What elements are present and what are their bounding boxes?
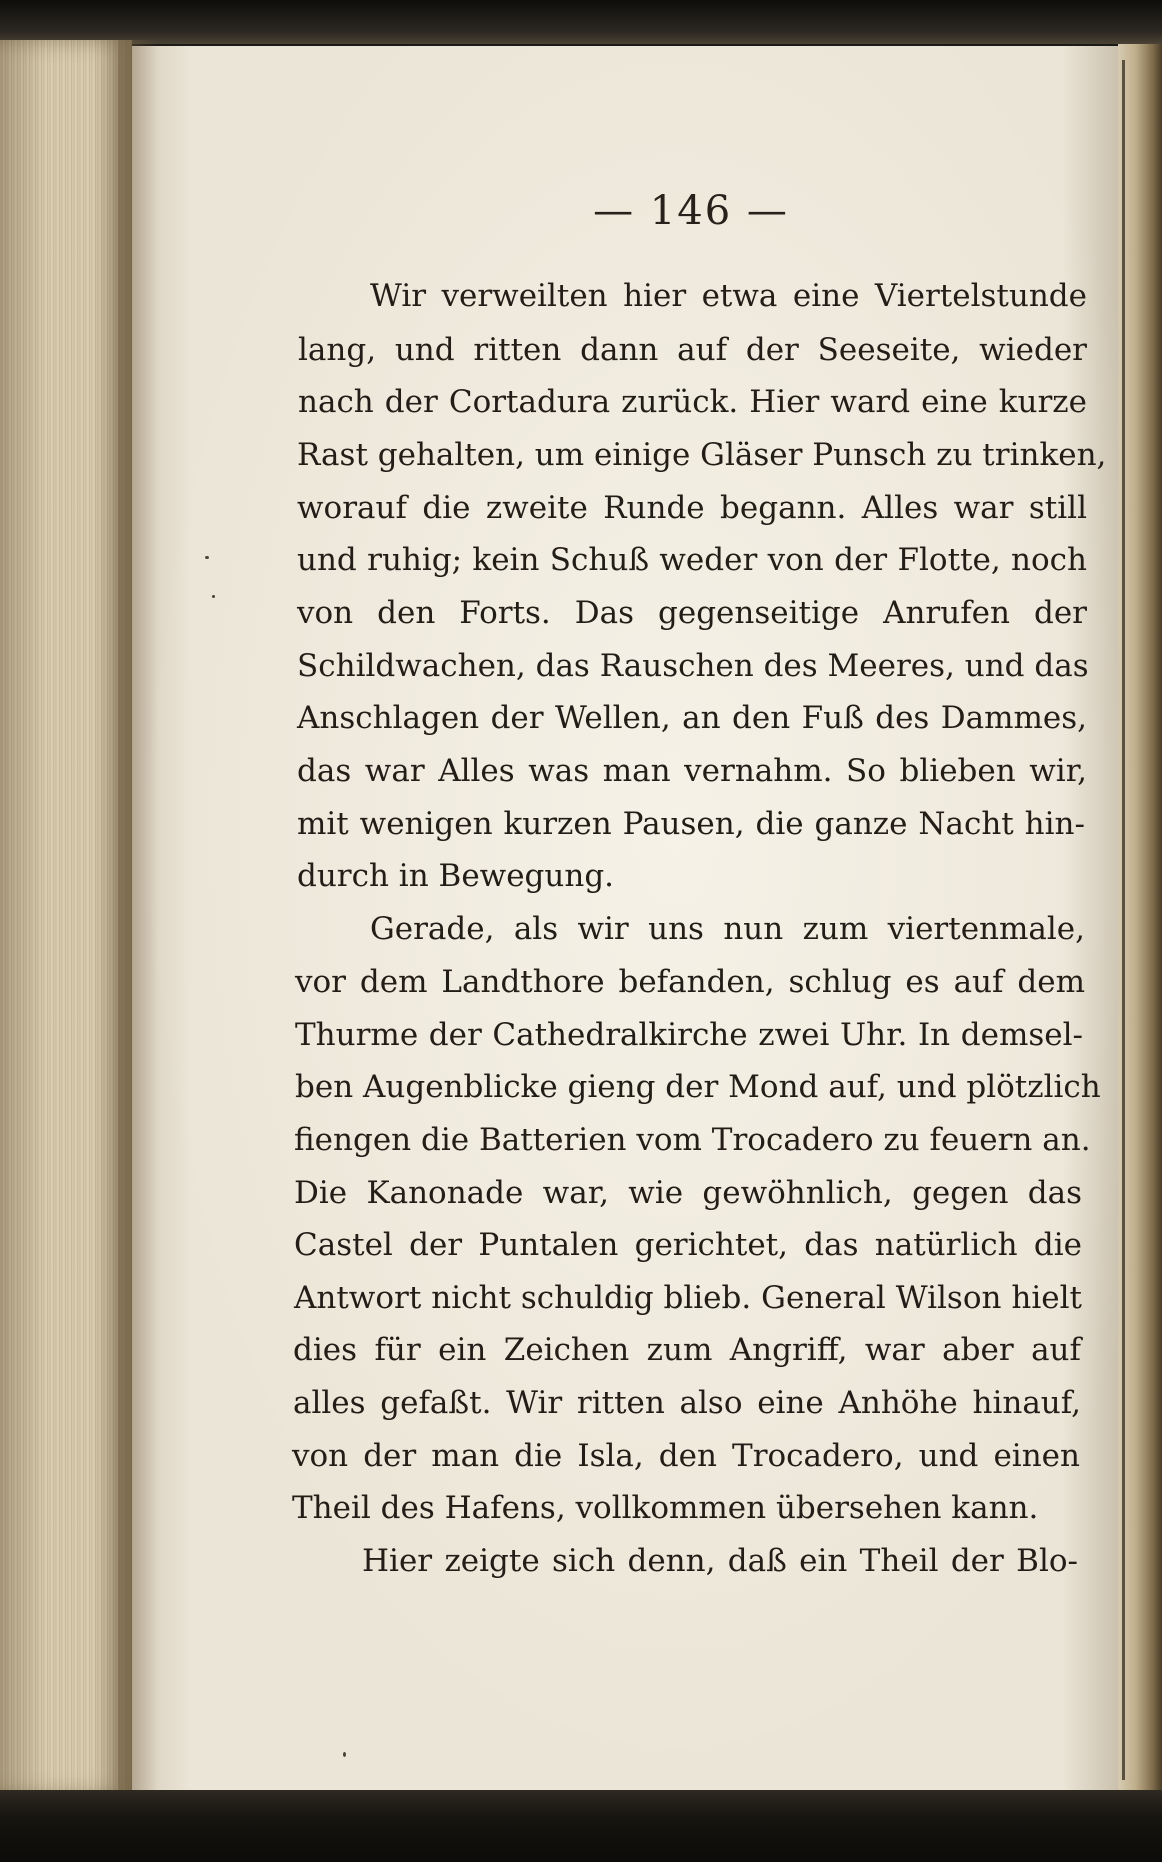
- text-line: mit wenigen kurzen Pausen, die ganze Nacht hin-: [297, 806, 1085, 842]
- book-gutter: [118, 40, 158, 1795]
- cover-edge-line: [1122, 60, 1125, 1780]
- page-number: — 146 —: [593, 188, 789, 234]
- text-line: von der man die Isla, den Trocadero, und einen: [292, 1438, 1080, 1474]
- text-line: dies für ein Zeichen zum Angriff, war aber auf: [293, 1332, 1081, 1368]
- paper-speck: [343, 1752, 346, 1757]
- text-line: Schildwachen, das Rauschen des Meeres, und das: [297, 648, 1089, 684]
- text-line: nach der Cortadura zurück. Hier ward eine kurze: [298, 384, 1087, 420]
- text-line: von den Forts. Das gegenseitige Anrufen der: [297, 595, 1087, 631]
- text-line: Theil des Hafens, vollkommen übersehen kann.: [292, 1490, 1039, 1526]
- text-line: durch in Bewegung.: [297, 858, 615, 894]
- paper-speck: [205, 556, 209, 559]
- text-line: fiengen die Batterien vom Trocadero zu feuern an.: [294, 1122, 1091, 1158]
- text-line: Die Kanonade war, wie gewöhnlich, gegen das: [294, 1175, 1082, 1211]
- scan-top-edge: [0, 0, 1162, 44]
- paper-speck: [212, 595, 215, 598]
- text-line: Anschlagen der Wellen, an den Fuß des Dammes,: [297, 700, 1087, 736]
- text-line: worauf die zweite Runde begann. Alles war still: [297, 490, 1087, 526]
- text-line: lang, und ritten dann auf der Seeseite, wieder: [298, 332, 1087, 368]
- page-stack-edge: [0, 40, 132, 1795]
- text-line: Rast gehalten, um einige Gläser Punsch zu trinken,: [297, 437, 1107, 473]
- text-line: Gerade, als wir uns nun zum viertenmale,: [370, 911, 1085, 947]
- text-line: das war Alles was man vernahm. So blieben wir,: [297, 753, 1087, 789]
- text-line: vor dem Landthore befanden, schlug es auf dem: [295, 964, 1085, 1000]
- text-line: Antwort nicht schuldig blieb. General Wilson hielt: [294, 1280, 1082, 1316]
- text-line: ben Augenblicke gieng der Mond auf, und plötzlich: [295, 1069, 1101, 1105]
- scan-bottom-edge: [0, 1790, 1162, 1862]
- text-line: und ruhig; kein Schuß weder von der Flotte, noch: [297, 542, 1087, 578]
- text-line: Thurme der Cathedralkirche zwei Uhr. In demsel-: [295, 1017, 1083, 1053]
- text-line: Wir verweilten hier etwa eine Viertelstunde: [370, 278, 1087, 314]
- text-line: Castel der Puntalen gerichtet, das natürlich die: [294, 1227, 1082, 1263]
- text-line: alles gefaßt. Wir ritten also eine Anhöhe hinauf,: [293, 1385, 1081, 1421]
- text-line: Hier zeigte sich denn, daß ein Theil der Blo-: [362, 1543, 1078, 1579]
